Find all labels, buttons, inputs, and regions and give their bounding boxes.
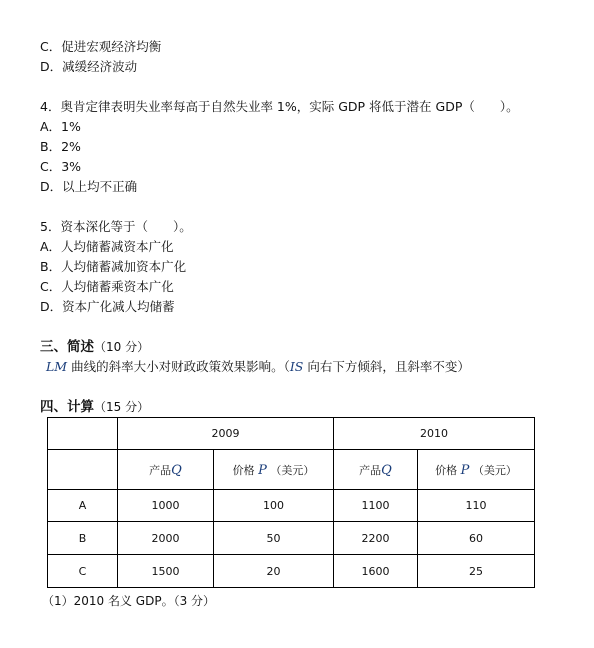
section4-title: 四、计算 bbox=[40, 399, 94, 415]
section4-subquestion-1: （1）2010 名义 GDP。（3 分） bbox=[42, 594, 216, 608]
section3-title: 三、简述 bbox=[40, 339, 94, 355]
section3-points: （10 分） bbox=[94, 340, 150, 354]
section3-question-mid: 曲线的斜率大小对财政政策效果影响。（ bbox=[67, 359, 290, 374]
qty-label: 产品 bbox=[149, 463, 172, 477]
year-header-row bbox=[48, 418, 535, 450]
is-symbol: IS bbox=[289, 359, 304, 374]
section3-heading bbox=[40, 338, 149, 356]
quantity-2009: 1500 bbox=[118, 555, 214, 588]
price-2009: 20 bbox=[214, 555, 334, 588]
price-label: 价格 bbox=[232, 463, 255, 477]
q3-option-c: C．促进宏观经济均衡 bbox=[40, 39, 162, 54]
q5-option-d: D．资本广化减人均储蓄 bbox=[40, 299, 175, 314]
q5-stem: 5．资本深化等于（ ）。 bbox=[40, 219, 192, 234]
qty-symbol: Q bbox=[381, 462, 392, 478]
year-2009-header: 2009 bbox=[118, 418, 334, 450]
q5-option-c: C．人均储蓄乘资本广化 bbox=[40, 279, 174, 294]
section4-heading bbox=[40, 398, 149, 416]
q5-option-b: B．人均储蓄减加资本广化 bbox=[40, 259, 187, 274]
column-header-row bbox=[48, 450, 535, 490]
price-symbol: P bbox=[460, 462, 470, 478]
product-name: C bbox=[48, 555, 118, 588]
qty-2009-header bbox=[118, 450, 214, 490]
q5-option-a: A．人均储蓄减资本广化 bbox=[40, 239, 174, 254]
q4-option-d: D．以上均不正确 bbox=[40, 179, 138, 194]
qty-2010-header bbox=[334, 450, 418, 490]
quantity-2010: 1100 bbox=[334, 490, 418, 522]
price-unit: （美元） bbox=[472, 463, 517, 477]
q3-option-d: D．减缓经济波动 bbox=[40, 59, 138, 74]
price-2009: 50 bbox=[214, 522, 334, 555]
quantity-2010: 1600 bbox=[334, 555, 418, 588]
q4-option-b: B．2% bbox=[40, 139, 81, 154]
price-2009-header bbox=[214, 450, 334, 490]
qty-symbol: Q bbox=[171, 462, 182, 478]
price-2010-header bbox=[418, 450, 535, 490]
price-2010: 110 bbox=[418, 490, 535, 522]
empty-header-cell bbox=[48, 450, 118, 490]
price-2010: 60 bbox=[418, 522, 535, 555]
table-row bbox=[48, 522, 535, 555]
q4-option-c: C．3% bbox=[40, 159, 82, 174]
quantity-2009: 2000 bbox=[118, 522, 214, 555]
calc-table bbox=[47, 417, 535, 588]
price-label: 价格 bbox=[435, 463, 458, 477]
lm-symbol: LM bbox=[46, 359, 68, 374]
section3-question bbox=[46, 358, 470, 376]
quantity-2009: 1000 bbox=[118, 490, 214, 522]
qty-label: 产品 bbox=[359, 463, 382, 477]
corner-cell bbox=[48, 418, 118, 450]
q4-stem: 4．奥肯定律表明失业率每高于自然失业率 1%，实际 GDP 将低于潜在 GDP（ ）。 bbox=[40, 99, 519, 114]
price-2010: 25 bbox=[418, 555, 535, 588]
q4-option-a: A．1% bbox=[40, 119, 81, 134]
year-2010-header: 2010 bbox=[334, 418, 535, 450]
price-unit: （美元） bbox=[270, 463, 315, 477]
section4-points: （15 分） bbox=[94, 400, 150, 414]
price-symbol: P bbox=[258, 462, 267, 478]
table-row bbox=[48, 555, 535, 588]
product-name: B bbox=[48, 522, 118, 555]
price-2009: 100 bbox=[214, 490, 334, 522]
product-name: A bbox=[48, 490, 118, 522]
section3-question-post: 向右下方倾斜，且斜率不变） bbox=[303, 359, 470, 374]
table-row bbox=[48, 490, 535, 522]
quantity-2010: 2200 bbox=[334, 522, 418, 555]
